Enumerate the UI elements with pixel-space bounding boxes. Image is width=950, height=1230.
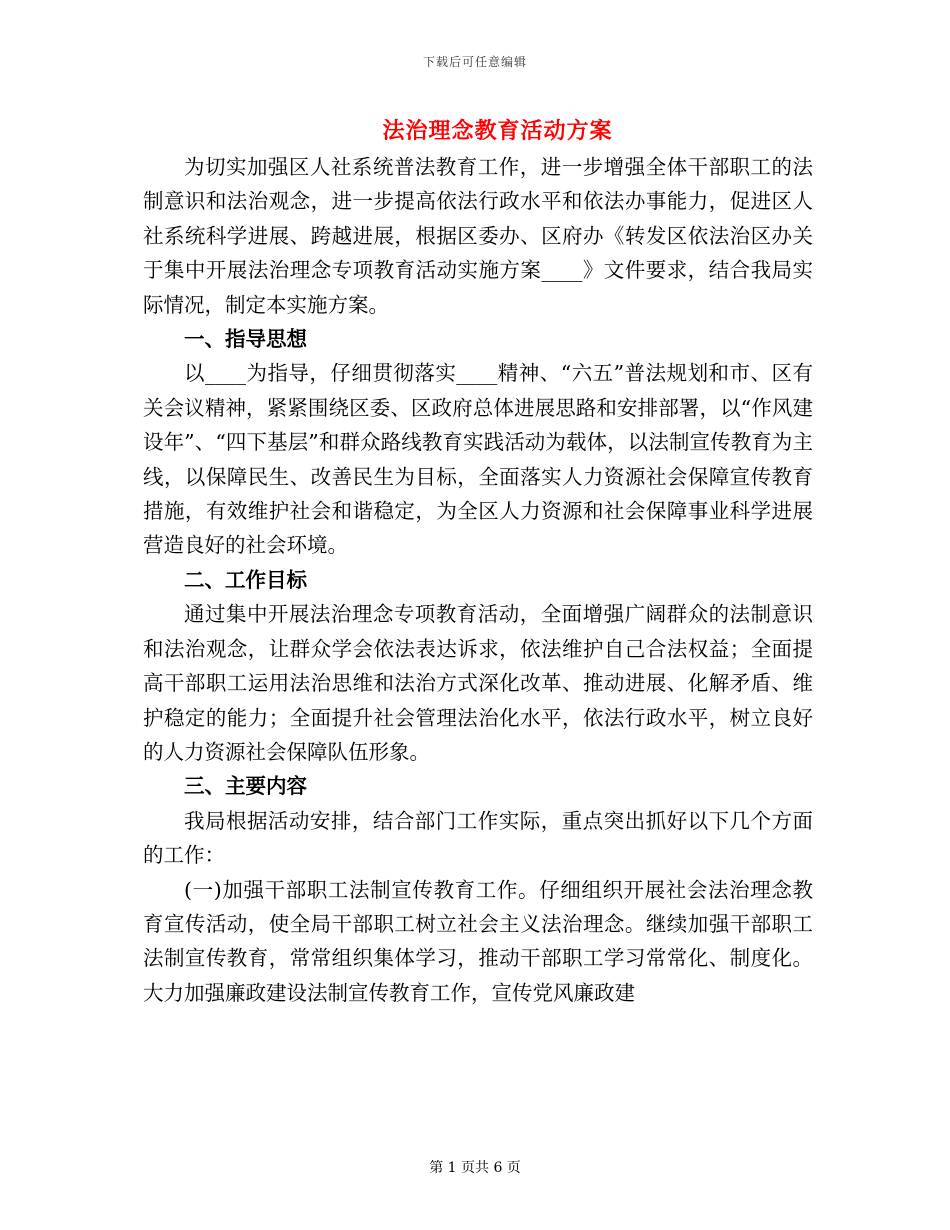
work-goals-paragraph: 通过集中开展法治理念专项教育活动，全面增强广阔群众的法制意识和法治观念，让群众学会依法表达诉求，依法维护自己合法权益；全面提高干部职工运用法治思维和法治方式深化改革、推动进展、化解矛盾、维护稳定的能力；全面提升社会管理法治化水平，依法行政水平，树立良好的人力资源社会保障队伍形象。	[143, 602, 813, 764]
intro-paragraph: 为切实加强区人社系统普法教育工作，进一步增强全体干部职工的法制意识和法治观念，进一步提高依法行政水平和依法办事能力，促进区人社系统科学进展、跨越进展，根据区委办、区府办《转发区依法治区办关于集中开展法治理念专项教育活动实施方案____》文件要求，结合我局实际情况，制定本实施方案。	[143, 155, 813, 317]
section-heading-main-content: 三、主要内容	[184, 774, 307, 799]
main-content-item-1-paragraph: (一)加强干部职工法制宣传教育工作。仔细组织开展社会法治理念教育宣传活动，使全局干部职工树立社会主义法治理念。继续加强干部职工法制宣传教育，常常组织集体学习，推动干部职工学习常常化、制度化。大力加强廉政建设法制宣传教育工作，宣传党风廉政建	[143, 877, 813, 1005]
section-heading-work-goals: 二、工作目标	[184, 567, 307, 592]
document-body	[143, 150, 813, 1010]
document-title: 法治理念教育活动方案	[382, 118, 613, 144]
header-note: 下载后可任意编辑	[422, 55, 527, 69]
guiding-ideology-paragraph: 以____为指导，仔细贯彻落实____精神、“六五”普法规划和市、区有关会议精神，紧紧围绕区委、区政府总体进展思路和安排部署，以“作风建设年”、“四下基层”和群众路线教育实践活动为载体，以法制宣传教育为主线，以保障民生、改善民生为目标，全面落实人力资源社会保障宣传教育措施，有效维护社会和谐稳定，为全区人力资源和社会保障事业科学进展营造良好的社会环境。	[143, 361, 813, 558]
page-indicator: 第 1 页共 6 页	[429, 1160, 521, 1176]
section-heading-guiding-ideology: 一、指导思想	[184, 327, 307, 352]
main-content-paragraph: 我局根据活动安排，结合部门工作实际，重点突出抓好以下几个方面的工作：	[143, 808, 813, 868]
